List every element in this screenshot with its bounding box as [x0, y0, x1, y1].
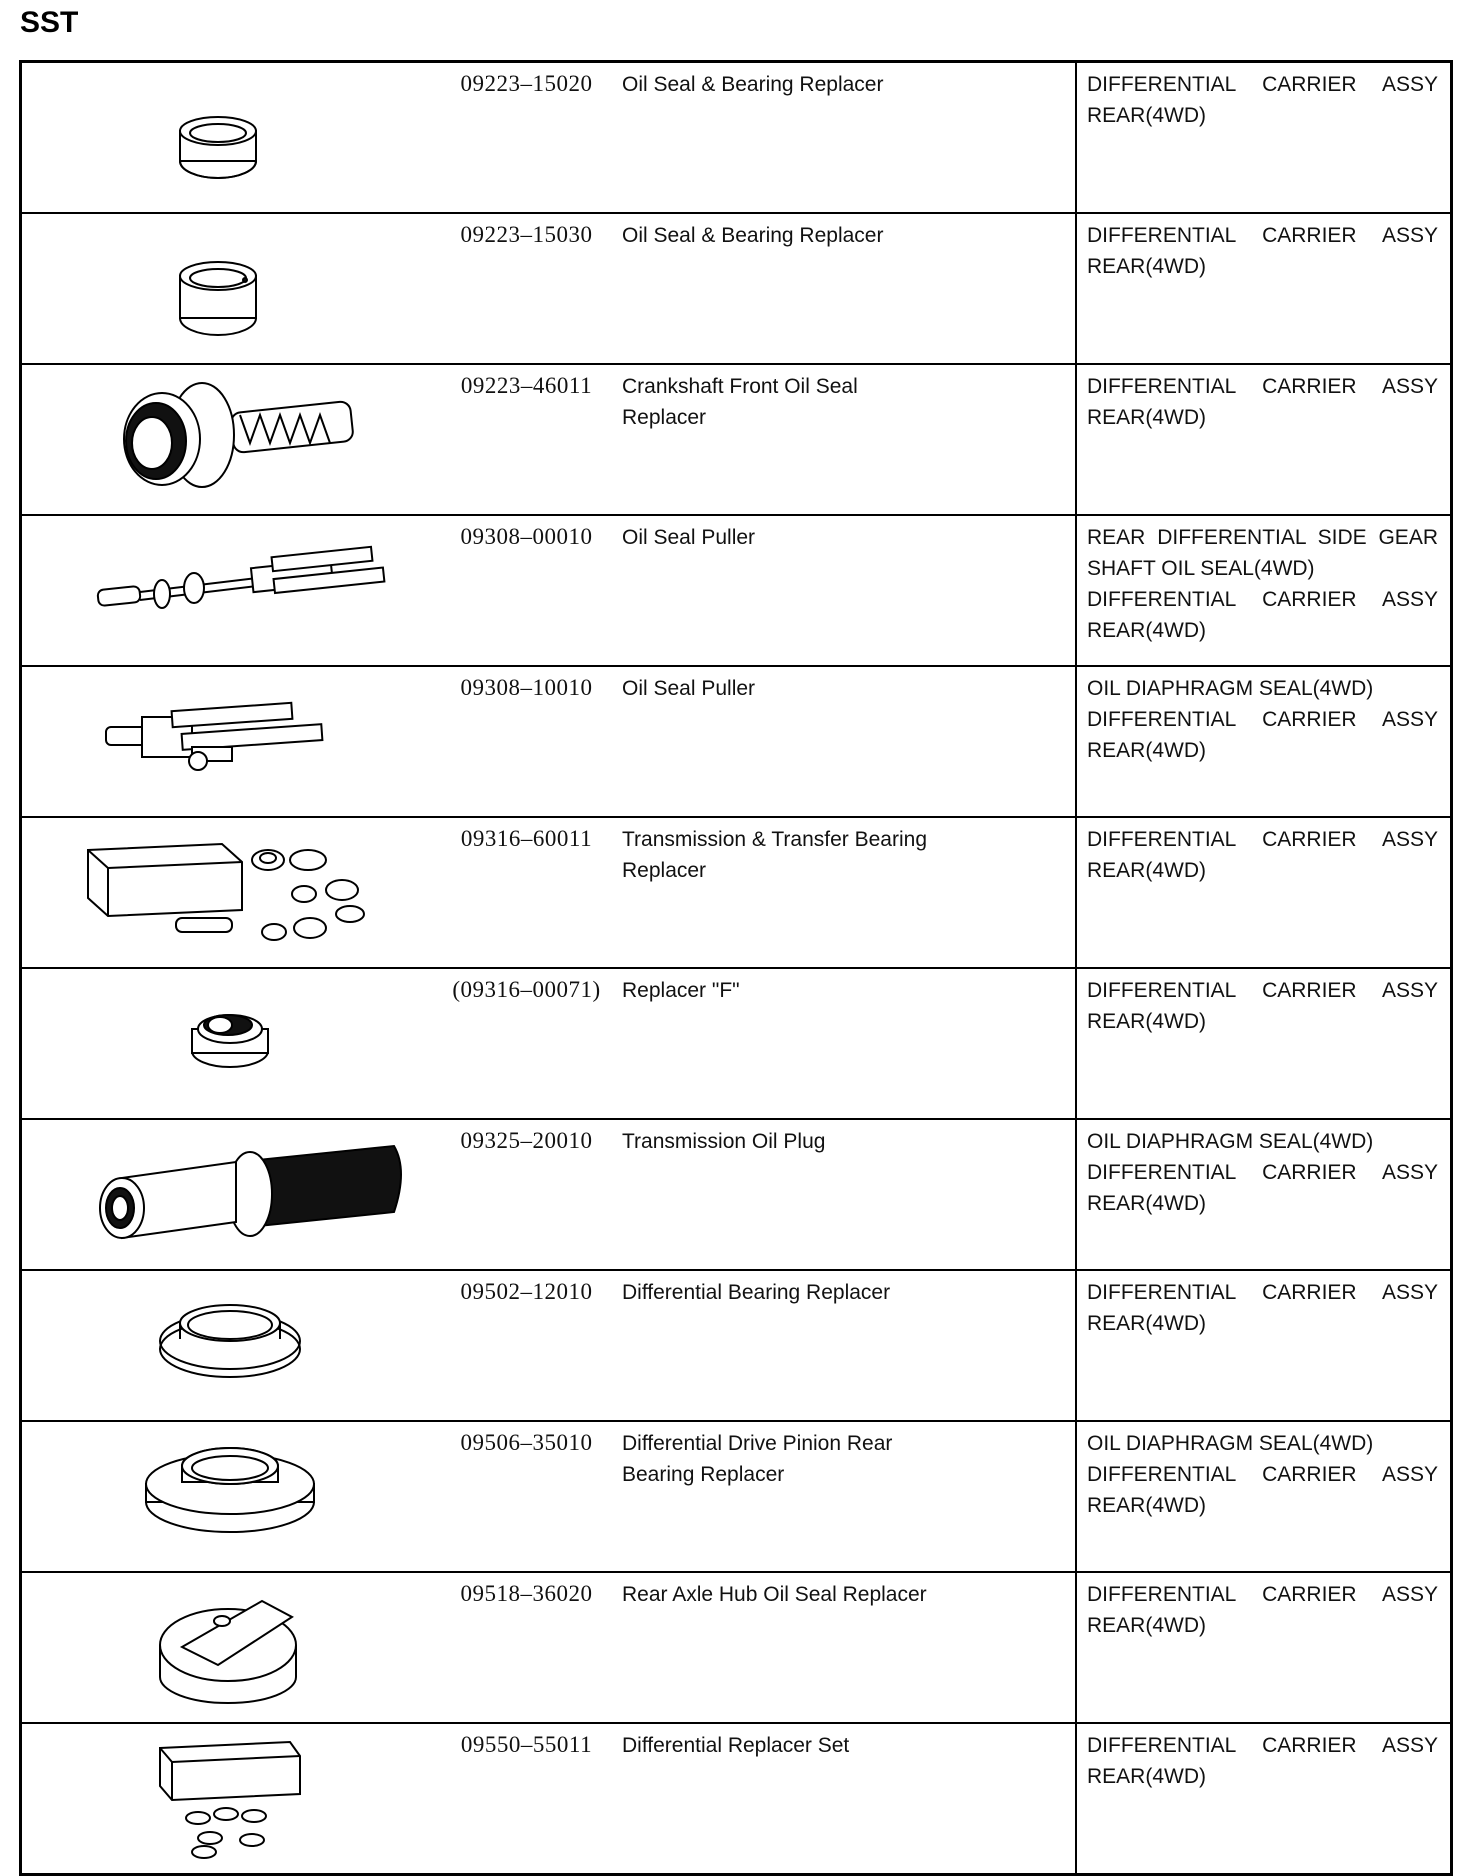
tool-name: Replacer "F" [614, 968, 1076, 1119]
usage-line: REAR(4WD) [1087, 1765, 1206, 1788]
table-row [21, 666, 1452, 817]
tool-illustration [21, 1572, 440, 1723]
usage-line: DIFFERENTIAL CARRIER ASSY [1087, 588, 1438, 611]
tool-usage [1076, 1270, 1452, 1421]
usage-line: OIL DIAPHRAGM SEAL(4WD) [1087, 1432, 1374, 1455]
usage-line: DIFFERENTIAL CARRIER ASSY [1087, 1734, 1438, 1757]
tool-illustration [21, 1421, 440, 1572]
pinion-bearing-replacer-icon [22, 1422, 439, 1563]
page-title: SST [20, 6, 79, 39]
part-number: 09518–36020 [439, 1572, 614, 1723]
tool-usage [1076, 817, 1452, 968]
tool-illustration [21, 62, 440, 214]
tool-usage [1076, 364, 1452, 515]
oil-seal-replacer-icon [22, 214, 439, 355]
tool-usage [1076, 1421, 1452, 1572]
usage-line: REAR(4WD) [1087, 1494, 1206, 1517]
table-row [21, 515, 1452, 666]
table-row [21, 62, 1452, 214]
usage-line: DIFFERENTIAL CARRIER ASSY [1087, 1463, 1438, 1486]
tool-name: Oil Seal Puller [614, 515, 1076, 666]
usage-line: DIFFERENTIAL CARRIER ASSY [1087, 1161, 1438, 1184]
usage-line: REAR(4WD) [1087, 619, 1206, 642]
crankshaft-seal-replacer-icon [22, 365, 439, 506]
usage-line: REAR(4WD) [1087, 1010, 1206, 1033]
usage-line: DIFFERENTIAL CARRIER ASSY [1087, 224, 1438, 247]
tool-name: Transmission & Transfer Bearing Replacer [614, 817, 1076, 968]
usage-line: DIFFERENTIAL CARRIER ASSY [1087, 375, 1438, 398]
table-row [21, 1723, 1452, 1875]
usage-line: REAR(4WD) [1087, 406, 1206, 429]
tool-illustration [21, 1723, 440, 1875]
usage-line: SHAFT OIL SEAL(4WD) [1087, 557, 1315, 580]
part-number: 09223–15020 [460, 71, 593, 96]
part-number: 09325–20010 [439, 1119, 614, 1270]
oil-seal-replacer-icon [22, 63, 439, 204]
tool-illustration [21, 968, 440, 1119]
usage-line: DIFFERENTIAL CARRIER ASSY [1087, 1281, 1438, 1304]
tool-usage [1076, 1119, 1452, 1270]
tool-name: Oil Seal & Bearing Replacer [622, 73, 884, 96]
usage-line: DIFFERENTIAL CARRIER ASSY [1087, 1583, 1438, 1606]
oil-seal-puller-icon [22, 667, 439, 808]
usage-line: OIL DIAPHRAGM SEAL(4WD) [1087, 677, 1374, 700]
table-row [21, 1119, 1452, 1270]
part-number: (09316–00071) [439, 968, 614, 1119]
tool-usage [1076, 1572, 1452, 1723]
tool-usage [1076, 666, 1452, 817]
oil-plug-icon [22, 1120, 439, 1261]
tool-illustration [21, 515, 440, 666]
part-number: 09550–55011 [439, 1723, 614, 1875]
table-row [21, 968, 1452, 1119]
usage-line: REAR(4WD) [1087, 859, 1206, 882]
tool-illustration [21, 1119, 440, 1270]
oil-seal-puller-icon [22, 516, 439, 657]
replacer-f-icon [22, 969, 439, 1110]
tool-name: Differential Bearing Replacer [614, 1270, 1076, 1421]
table-row [21, 1421, 1452, 1572]
tool-name: Rear Axle Hub Oil Seal Replacer [614, 1572, 1076, 1723]
tool-illustration [21, 1270, 440, 1421]
table-row [21, 817, 1452, 968]
tool-illustration [21, 364, 440, 515]
table-row [21, 364, 1452, 515]
tool-illustration [21, 213, 440, 364]
sst-table [19, 60, 1453, 1876]
tool-illustration [21, 817, 440, 968]
tool-name: Crankshaft Front Oil Seal Replacer [614, 364, 1076, 515]
part-number: 09502–12010 [439, 1270, 614, 1421]
usage-line: REAR(4WD) [1087, 255, 1206, 278]
tool-usage [1076, 213, 1452, 364]
part-number: 09223–46011 [439, 364, 614, 515]
usage-line: DIFFERENTIAL CARRIER ASSY [1087, 73, 1438, 96]
bearing-replacer-set-icon [22, 818, 439, 959]
usage-line: DIFFERENTIAL CARRIER ASSY [1087, 979, 1438, 1002]
usage-line: OIL DIAPHRAGM SEAL(4WD) [1087, 1130, 1374, 1153]
usage-line: DIFFERENTIAL CARRIER ASSY [1087, 708, 1438, 731]
tool-usage [1076, 515, 1452, 666]
usage-line: REAR(4WD) [1087, 1312, 1206, 1335]
part-number: 09308–00010 [439, 515, 614, 666]
table-row [21, 1270, 1452, 1421]
tool-name: Transmission Oil Plug [614, 1119, 1076, 1270]
usage-line: REAR(4WD) [1087, 739, 1206, 762]
usage-line: REAR(4WD) [1087, 104, 1206, 127]
tool-name: Differential Drive Pinion Rear Bearing Replacer [614, 1421, 1076, 1572]
tool-name: Oil Seal & Bearing Replacer [614, 213, 1076, 364]
part-number: 09223–15030 [439, 213, 614, 364]
tool-illustration [21, 666, 440, 817]
usage-line: REAR DIFFERENTIAL SIDE GEAR [1087, 526, 1438, 549]
table-row [21, 1572, 1452, 1723]
part-number: 09308–10010 [439, 666, 614, 817]
table-row [21, 213, 1452, 364]
usage-line: DIFFERENTIAL CARRIER ASSY [1087, 828, 1438, 851]
usage-line: REAR(4WD) [1087, 1192, 1206, 1215]
tool-usage [1076, 1723, 1452, 1875]
replacer-set-icon [22, 1724, 439, 1865]
usage-line: REAR(4WD) [1087, 1614, 1206, 1637]
tool-usage [1076, 968, 1452, 1119]
hub-seal-replacer-icon [22, 1573, 439, 1714]
bearing-replacer-icon [22, 1271, 439, 1412]
tool-name: Oil Seal Puller [614, 666, 1076, 817]
part-number: 09316–60011 [439, 817, 614, 968]
tool-name: Differential Replacer Set [614, 1723, 1076, 1875]
part-number: 09506–35010 [439, 1421, 614, 1572]
tool-usage [1076, 62, 1452, 214]
